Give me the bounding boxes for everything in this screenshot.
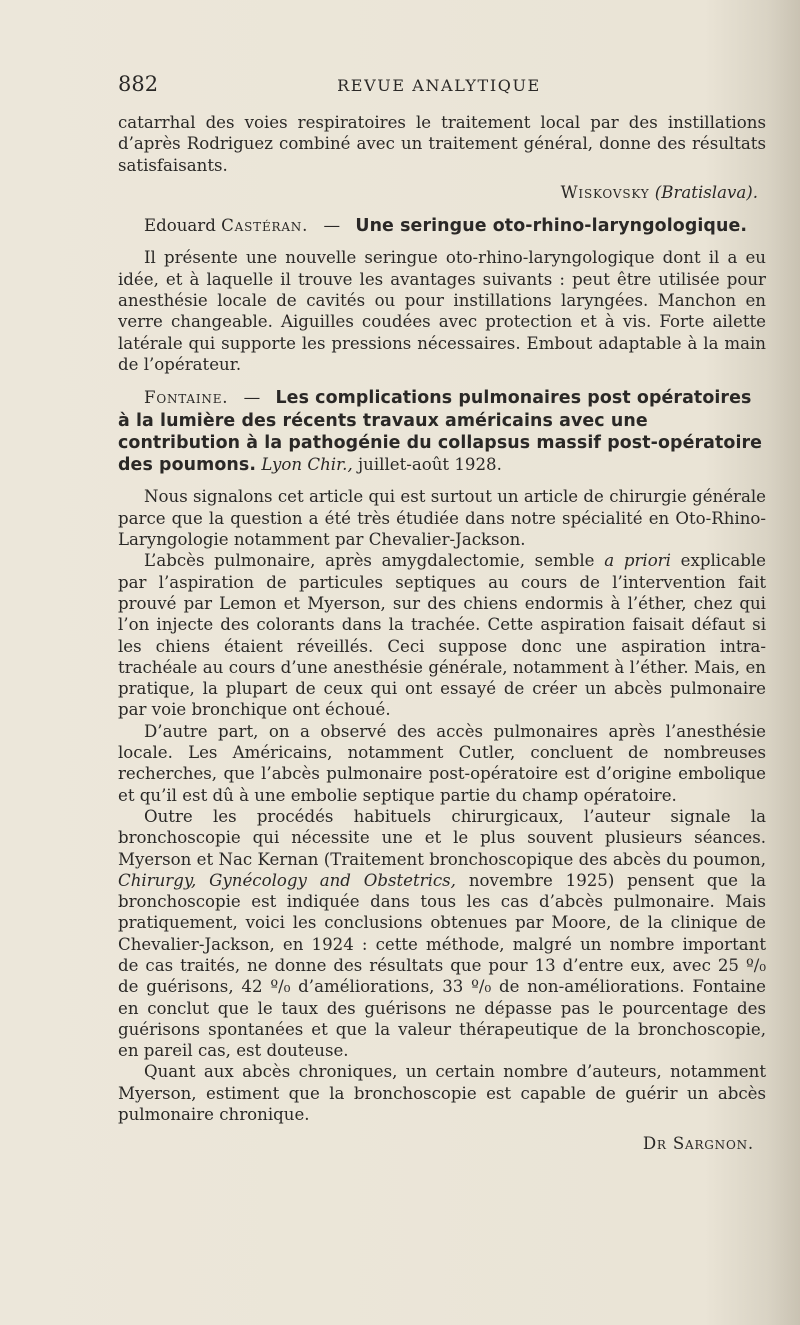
text-run: Outre les procédés habituels chirurgicaux, l’auteur signale la bronchoscopie qui nécessite une et le plus souvent plusieurs séances. Myerson et Nac Kernan (Traitement bronchoscopique des abcès du poumon, (118, 806, 766, 869)
heading-dash: — (323, 216, 341, 236)
paragraph-4 (118, 806, 766, 1062)
author-last-name: Castéran. (221, 216, 309, 236)
author-name: Fontaine. (144, 388, 229, 408)
signature-name: Dr Sargnon. (642, 1134, 754, 1154)
text-run: explicable par l’aspiration de particules septiques au cours de l’intervention fait prouvé par Lemon et Myerson, sur des chiens endormis à l’éther, chez qui l’on injecte des colorants dans la trachée. Cette aspiration faisait défaut si les chiens étaient réveillés. Ceci suppose donc une aspiration intra-trachéale au cours d’une anesthésie générale, notamment à l’éther. Mais, en pratique, la plupart de ceux qui ont essayé de créer un abcès pulmonaire par voie bronchique ont échoué. (118, 551, 767, 720)
article-heading-fontaine (118, 387, 766, 476)
text-run: novembre 1925) pensent que la bronchoscopie est indiquée dans tous les cas d’abcès pulmonaire. Mais pratiquement, voici les conclusions obtenues par Moore, de la clinique de Chevalier-Jackson, en 1924 : cette méthode, malgré un nombre important de cas traités, ne donne des résultats que pour 13 d’entre eux, avec 25 º/₀ de guérisons, 42 º/₀ d’améliorations, 33 º/₀ de non-améliorations. Fontaine en conclut que le taux des guérisons ne dépasse pas le pourcentage des guérisons spontanées et que la valeur thérapeutique de la bronchoscopie, en pareil cas, est douteuse. (118, 870, 766, 1061)
publication-date: juillet-août 1928. (358, 455, 502, 475)
body-text (118, 112, 766, 1155)
heading-dash: — (243, 388, 261, 408)
paragraph-seringue: Il présente une nouvelle seringue oto-rhino-laryngologique dont il a eu idée, et à laquelle il trouve les avantages suivants : peut être utilisée pour anesthésie locale de cavités ou pour instillations laryngées. Manchon en verre changeable. Aiguilles coudées avec protection et à vis. Forte ailette latérale qui supporte les pressions nécessaires. Embout adaptable à la main de l’opérateur. (118, 248, 766, 374)
signature-place: (Bratislava). (654, 182, 758, 202)
text-run: L’abcès pulmonaire, après amygdalectomie, semble (144, 551, 595, 571)
article-title: Une seringue oto-rhino-laryngologique. (355, 216, 748, 237)
italic-run: Chirurgy, Gynécology and Obstetrics, (118, 870, 456, 890)
paragraph-1: Nous signalons cet article qui est surtout un article de chirurgie générale parce que la question a été très étudiée dans notre spécialité en Oto-Rhino-Laryngologie notamment par Chevalier-Jackson. (118, 487, 766, 550)
journal-name: Lyon Chir., (261, 455, 353, 475)
page-number: 882 (118, 72, 159, 96)
paragraph-5: Quant aux abcès chroniques, un certain nombre d’auteurs, notamment Myerson, estiment que la bronchoscopie est capable de guérir un abcès pulmonaire chronique. (118, 1062, 766, 1125)
paragraph-2 (118, 550, 766, 720)
italic-run: a priori (604, 551, 671, 571)
paragraph-3: D’autre part, on a observé des accès pulmonaires après l’anesthésie locale. Les Américains, notamment Cutler, concluent de nombreuses recherches, que l’abcès pulmonaire post-opératoire est d’origine embolique et qu’il est dû à une embolie septique partie du champ opératoire. (118, 721, 766, 805)
article-heading-casteran (118, 215, 766, 237)
article-title: Les complications pulmonaires post opératoires à la lumière des récents travaux américains avec une contribution à la pathogénie du collapsus massif post-opératoire des poumons. (118, 388, 763, 476)
signature-sargnon (118, 1133, 766, 1154)
page-header (118, 72, 760, 100)
signature-name: Wiskovsky (560, 182, 650, 202)
paragraph-continued: catarrhal des voies respiratoires le traitement local par des instillations d’après Rodriguez combiné avec un traitement général, donne des résultats satisfaisants. (118, 113, 766, 175)
signature-wiskovsky (118, 182, 766, 203)
author-first-name: Edouard (144, 216, 216, 236)
running-title: REVUE ANALYTIQUE (337, 76, 541, 95)
